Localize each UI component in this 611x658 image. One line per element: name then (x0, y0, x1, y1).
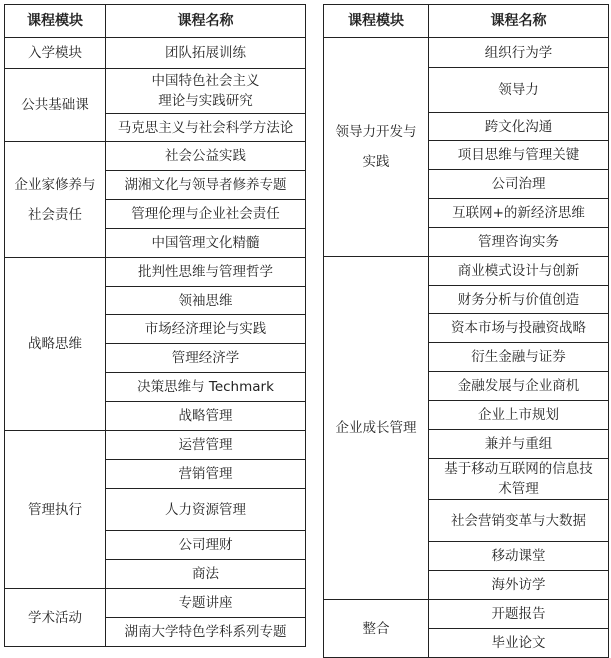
course-cell: 毕业论文 (429, 629, 609, 658)
course-table-left (4, 4, 306, 647)
header-module: 课程模块 (324, 5, 429, 38)
course-cell: 马克思主义与社会科学方法论 (106, 114, 306, 142)
course-cell: 决策思维与 Techmark (106, 373, 306, 402)
header-course: 课程名称 (106, 5, 306, 38)
table-row (5, 589, 306, 618)
course-cell: 海外访学 (429, 571, 609, 600)
course-cell: 中国特色社会主义 理论与实践研究 (106, 69, 306, 114)
course-cell: 组织行为学 (429, 38, 609, 68)
module-cell: 入学模块 (5, 38, 106, 69)
course-cell: 领袖思维 (106, 287, 306, 315)
course-cell: 湖南大学特色学科系列专题 (106, 618, 306, 647)
course-cell: 兼并与重组 (429, 430, 609, 459)
table-row (5, 431, 306, 460)
module-cell: 公共基础课 (5, 69, 106, 142)
module-cell: 企业家修养与 社会责任 (5, 142, 106, 258)
course-cell: 市场经济理论与实践 (106, 315, 306, 344)
course-table-right (323, 4, 609, 658)
table-row (5, 38, 306, 69)
course-cell: 批判性思维与管理哲学 (106, 258, 306, 287)
course-cell: 商业模式设计与创新 (429, 257, 609, 286)
table-row (324, 38, 609, 68)
course-cell: 跨文化沟通 (429, 113, 609, 141)
course-cell: 金融发展与企业商机 (429, 372, 609, 401)
course-cell: 移动课堂 (429, 542, 609, 571)
course-cell: 衍生金融与证券 (429, 343, 609, 372)
course-cell: 中国管理文化精髓 (106, 229, 306, 258)
module-cell: 领导力开发与 实践 (324, 38, 429, 257)
course-cell: 商法 (106, 560, 306, 589)
table-row (324, 600, 609, 629)
module-cell: 学术活动 (5, 589, 106, 647)
course-cell: 企业上市规划 (429, 401, 609, 430)
course-cell: 项目思维与管理关键 (429, 141, 609, 170)
course-cell: 战略管理 (106, 402, 306, 431)
course-cell: 公司理财 (106, 531, 306, 560)
course-cell: 营销管理 (106, 460, 306, 489)
course-cell: 团队拓展训练 (106, 38, 306, 69)
header-module: 课程模块 (5, 5, 106, 38)
table-row (5, 258, 306, 287)
table-row (5, 142, 306, 171)
course-cell: 财务分析与价值创造 (429, 286, 609, 314)
course-cell: 湖湘文化与领导者修养专题 (106, 171, 306, 200)
module-cell: 整合 (324, 600, 429, 658)
course-cell: 公司治理 (429, 170, 609, 199)
course-cell: 专题讲座 (106, 589, 306, 618)
course-cell: 人力资源管理 (106, 489, 306, 531)
header-course: 课程名称 (429, 5, 609, 38)
table-row (5, 69, 306, 114)
course-cell: 管理伦理与企业社会责任 (106, 200, 306, 229)
course-cell: 社会营销变革与大数据 (429, 500, 609, 542)
module-cell: 企业成长管理 (324, 257, 429, 600)
course-cell: 基于移动互联网的信息技 术管理 (429, 459, 609, 500)
module-cell: 战略思维 (5, 258, 106, 431)
course-cell: 运营管理 (106, 431, 306, 460)
course-cell: 互联网+的新经济思维 (429, 199, 609, 228)
course-cell: 社会公益实践 (106, 142, 306, 171)
course-cell: 资本市场与投融资战略 (429, 314, 609, 343)
course-cell: 管理咨询实务 (429, 228, 609, 257)
module-cell: 管理执行 (5, 431, 106, 589)
course-cell: 开题报告 (429, 600, 609, 629)
table-row (324, 257, 609, 286)
course-cell: 领导力 (429, 68, 609, 113)
course-cell: 管理经济学 (106, 344, 306, 373)
